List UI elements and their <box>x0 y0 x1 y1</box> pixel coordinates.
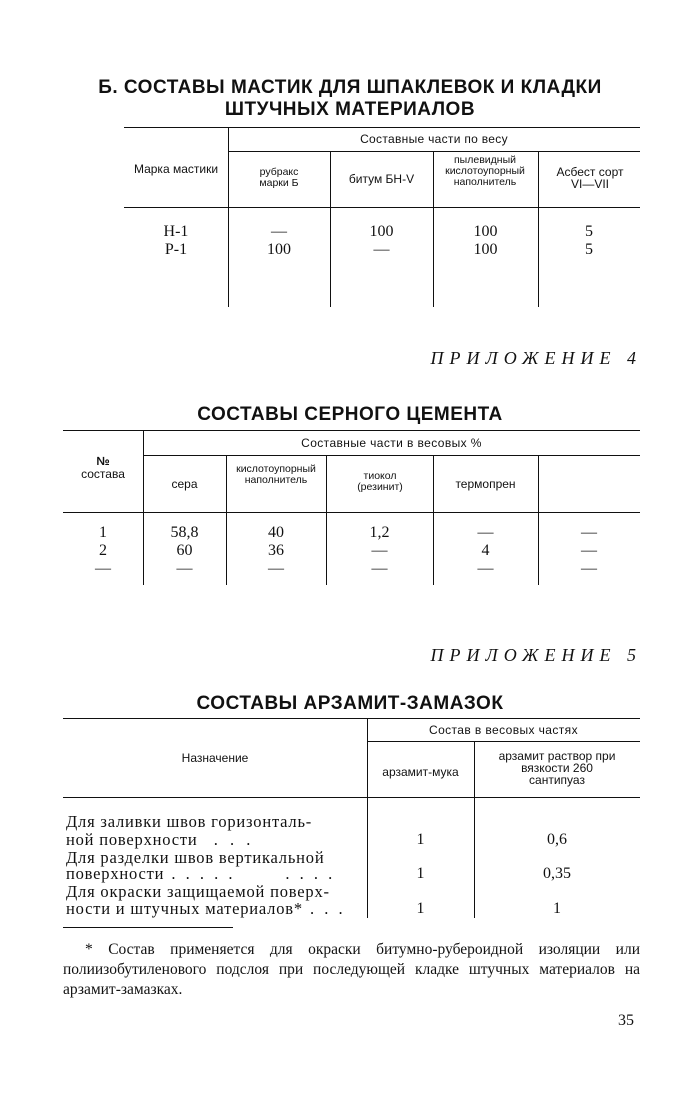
table-b-column-header: пылевидный кислотоупорный наполнитель <box>445 154 525 188</box>
table-5-purpose-line2: ной поверхности . . . <box>66 830 255 849</box>
appendix-4-title: СОСТАВЫ СЕРНОГО ЦЕМЕНТА <box>197 404 503 425</box>
table-5-purpose-line1: Для заливки швов горизонталь- <box>66 812 313 831</box>
table-b-col-divider <box>228 127 229 307</box>
table-4-column-header: сера <box>171 477 198 491</box>
table-b-mark: Н-1 <box>163 223 189 240</box>
table-5-purpose-line2: поверхности . . . . . . . . . <box>66 864 336 883</box>
table-4-cell: — <box>176 560 193 577</box>
page-number: 35 <box>618 1012 634 1029</box>
table-5-col-divider <box>367 718 368 918</box>
table-b-cell: 100 <box>473 241 498 258</box>
table-4-num: 2 <box>99 542 107 559</box>
table-5-row-header: Назначение <box>181 751 249 765</box>
table-5-cell: 1 <box>416 831 425 848</box>
table-5-top-rule <box>63 718 640 719</box>
table-4-group-header: Составные части в весовых % <box>301 436 482 450</box>
table-b-cell: 100 <box>369 223 394 240</box>
table-4-cell: — <box>581 542 597 559</box>
table-4-subheader-rule <box>143 455 640 456</box>
appendix-5-title: СОСТАВЫ АРЗАМИТ-ЗАМАЗОК <box>196 693 504 714</box>
table-5-column-header: арзамит раствор при вязкости 260 сантипуаз <box>498 749 616 787</box>
appendix-5-label: ПРИЛОЖЕНИЕ 5 <box>430 645 642 665</box>
table-5-header-bottom-rule <box>63 797 640 798</box>
table-b-cell: 100 <box>473 223 498 240</box>
table-4-cell: 40 <box>268 524 284 541</box>
table-4-cell: 58,8 <box>170 524 199 541</box>
table-b-cell: — <box>373 241 390 258</box>
table-5-column-header: арзамит-мука <box>382 765 459 779</box>
table-b-column-header: рубракс марки Б <box>259 166 299 189</box>
table-4-row-header-num: № <box>96 454 110 468</box>
table-4-cell: — <box>268 560 284 577</box>
table-b-cell: 5 <box>585 241 593 258</box>
table-b-cell: 5 <box>585 223 593 240</box>
table-b-column-header: Асбест сорт VI—VII <box>556 165 624 191</box>
table-5-purpose-line1: Для окраски защищаемой поверх- <box>66 882 330 901</box>
table-5-cell: 0,35 <box>543 865 571 882</box>
table-4-cell: — <box>477 560 494 577</box>
table-5-cell: 1 <box>416 900 425 917</box>
table-4-cell: — <box>477 524 494 541</box>
table-4-cell: — <box>581 560 597 577</box>
table-5-cell: 1 <box>416 865 425 882</box>
table-b-group-header: Составные части по весу <box>360 132 508 146</box>
table-4-column-header: тиокол (резинит) <box>357 470 403 493</box>
table-b-column-header: битум БН-V <box>348 172 415 186</box>
table-5-purpose-line2: ности и штучных материалов* . . . <box>66 899 346 918</box>
table-5-group-header: Состав в весовых частях <box>429 723 578 737</box>
table-4-header-bottom-rule <box>63 512 640 513</box>
table-4-column-header: кислотоупорный наполнитель <box>236 463 316 486</box>
table-4-num: — <box>95 560 111 577</box>
table-4-cell: 1,2 <box>369 524 390 541</box>
table-4-num: 1 <box>99 524 107 541</box>
table-4-cell: 36 <box>268 542 284 559</box>
table-b-top-rule <box>124 127 640 128</box>
table-4-cell: — <box>581 524 597 541</box>
table-b-cell: — <box>271 223 287 240</box>
table-4-row-header-text: состава <box>81 467 125 481</box>
table-4-column-header: термопрен <box>455 477 516 491</box>
table-5-cell: 1 <box>553 900 561 917</box>
table-b-cell: 100 <box>267 241 291 258</box>
table-4-cell: 4 <box>481 542 490 559</box>
footnote-rule <box>63 927 233 928</box>
table-4-cell: 60 <box>176 542 193 559</box>
table-b-subheader-rule <box>228 151 640 152</box>
table-b-row-header: Марка мастики <box>133 162 219 176</box>
table-b-mark: Р-1 <box>164 241 188 258</box>
table-5-subheader-rule <box>367 741 640 742</box>
table-b-title-line2: ШТУЧНЫХ МАТЕРИАЛОВ <box>224 99 476 120</box>
table-4-top-rule <box>63 430 640 431</box>
table-5-purpose-line1: Для разделки швов вертикальной <box>66 848 325 867</box>
appendix-4-label: ПРИЛОЖЕНИЕ 4 <box>430 348 642 368</box>
table-b-title-line1: Б. СОСТАВЫ МАСТИК ДЛЯ ШПАКЛЕВОК И КЛАДКИ <box>98 77 602 98</box>
footnote: * Состав применяется для окраски битумно-рубероидной изоляции или полиизобутиленового подслоя при последующей кладке штучных материалов на арзамит-замазках. <box>63 941 640 998</box>
table-4-cell: — <box>371 542 388 559</box>
table-5-cell: 0,6 <box>547 831 567 848</box>
table-4-cell: — <box>371 560 388 577</box>
table-b-header-bottom-rule <box>124 207 640 208</box>
